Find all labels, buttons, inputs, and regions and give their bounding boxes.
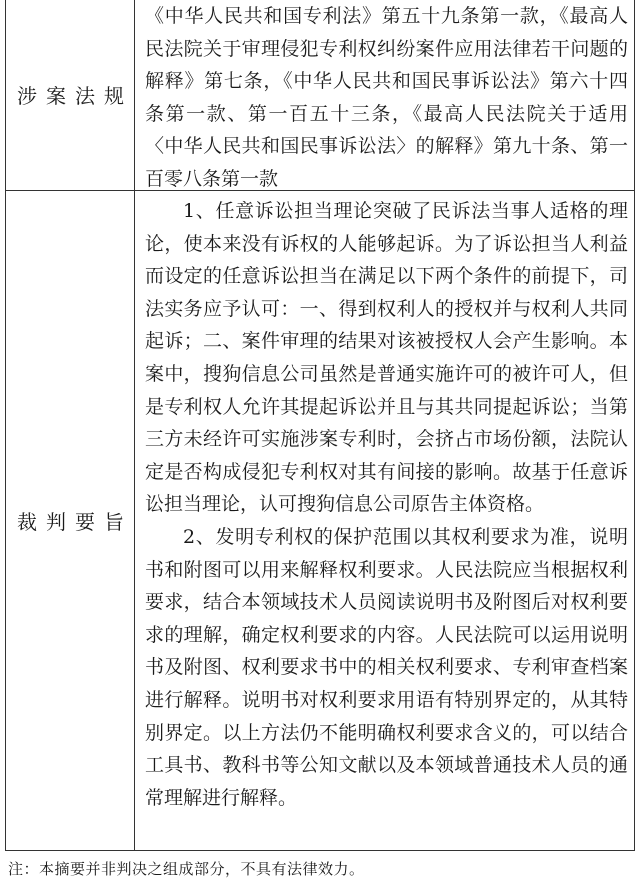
gist-text bbox=[145, 191, 628, 814]
case-summary-table bbox=[5, 0, 635, 851]
laws-label-cell bbox=[6, 0, 135, 190]
gist-label: 裁判要旨 bbox=[17, 510, 133, 534]
laws-row bbox=[6, 0, 634, 191]
laws-label: 涉案法规 bbox=[17, 83, 133, 108]
laws-text: 《中华人民共和国专利法》第五十九条第一款，《最高人民法院关于审理侵犯专利权纠纷案件应用法律若干问题的解释》第七条，《中华人民共和国民事诉讼法》第六十四条第一款、第一百五十三条，《最高人民法院关于适用〈中华人民共和国民事诉讼法〉的解释》第九十条、第一百零八条第一款 bbox=[145, 5, 628, 190]
footnote: 注：本摘要并非判决之组成部分，不具有法律效力。 bbox=[8, 860, 365, 878]
gist-content-cell bbox=[135, 191, 634, 850]
gist-label-cell bbox=[6, 191, 135, 850]
gist-paragraph: 2、发明专利权的保护范围以其权利要求为准，说明书和附图可以用来解释权利要求。人民法院应当根据权利要求，结合本领域技术人员阅读说明书及附图后对权利要求的理解，确定权利要求的内容。人民法院可以运用说明书及附图、权利要求书中的相关权利要求、专利审查档案进行解释。说明书对权利要求用语有特别界定的，从其特别界定。以上方法仍不能明确权利要求含义的，可以结合工具书、教科书等公知文献以及本领域普通技术人员的通常理解进行解释。 bbox=[145, 525, 628, 809]
gist-row bbox=[6, 191, 634, 850]
gist-paragraph: 1、任意诉讼担当理论突破了民诉法当事人适格的理论，使本来没有诉权的人能够起诉。为了诉讼担当人利益而设定的任意诉讼担当在满足以下两个条件的前提下，司法实务应予认可：一、得到权利人的授权并与权利人共同起诉；二、案件审理的结果对该被授权人会产生影响。本案中，搜狗信息公司虽然是普通实施许可的被许可人，但是专利权人允许其提起诉讼并且与其共同提起诉讼；当第三方未经许可实施涉案专利时，会挤占市场份额，法院认定是否构成侵犯专利权对其有间接的影响。故基于任意诉讼担当理论，认可搜狗信息公司原告主体资格。 bbox=[145, 200, 628, 516]
laws-content-cell bbox=[135, 0, 634, 190]
